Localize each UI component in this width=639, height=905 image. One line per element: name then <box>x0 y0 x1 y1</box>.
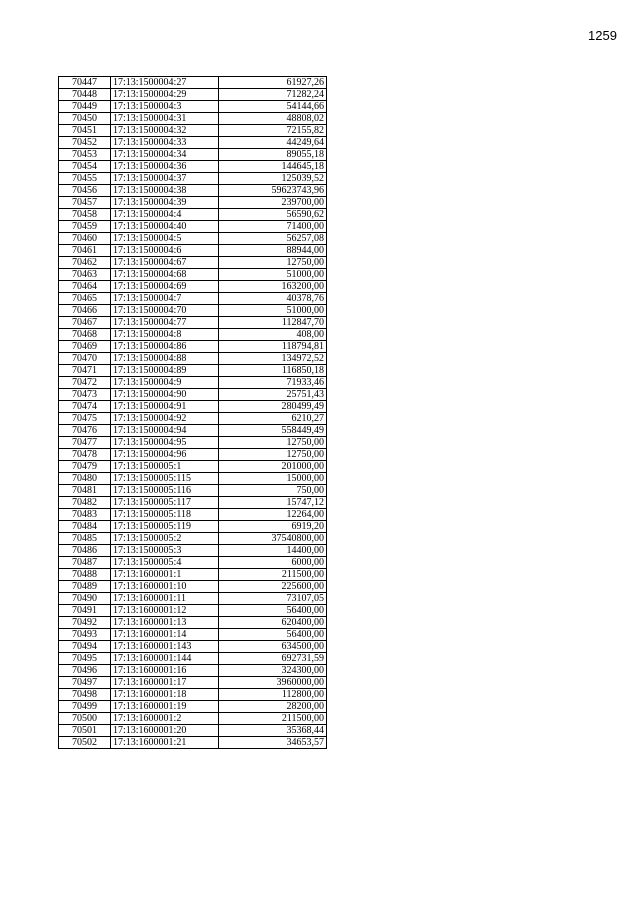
cadastral-number-cell: 17:13:1600001:12 <box>111 605 219 617</box>
row-number-cell: 70488 <box>59 569 111 581</box>
cadastral-number-cell: 17:13:1500004:89 <box>111 365 219 377</box>
row-number-cell: 70473 <box>59 389 111 401</box>
row-number-cell: 70447 <box>59 77 111 89</box>
row-number-cell: 70487 <box>59 557 111 569</box>
cadastral-number-cell: 17:13:1500004:33 <box>111 137 219 149</box>
amount-cell: 71282,24 <box>219 89 327 101</box>
records-table-body <box>59 77 327 749</box>
table-row <box>59 605 327 617</box>
cadastral-number-cell: 17:13:1600001:13 <box>111 617 219 629</box>
table-row <box>59 329 327 341</box>
table-row <box>59 593 327 605</box>
table-row <box>59 245 327 257</box>
row-number-cell: 70465 <box>59 293 111 305</box>
amount-cell: 48808,02 <box>219 113 327 125</box>
row-number-cell: 70491 <box>59 605 111 617</box>
row-number-cell: 70469 <box>59 341 111 353</box>
amount-cell: 12264,00 <box>219 509 327 521</box>
table-row <box>59 293 327 305</box>
table-row <box>59 77 327 89</box>
amount-cell: 72155,82 <box>219 125 327 137</box>
table-row <box>59 545 327 557</box>
row-number-cell: 70481 <box>59 485 111 497</box>
cadastral-number-cell: 17:13:1500005:116 <box>111 485 219 497</box>
row-number-cell: 70474 <box>59 401 111 413</box>
cadastral-number-cell: 17:13:1600001:2 <box>111 713 219 725</box>
row-number-cell: 70485 <box>59 533 111 545</box>
row-number-cell: 70450 <box>59 113 111 125</box>
amount-cell: 88944,00 <box>219 245 327 257</box>
amount-cell: 408,00 <box>219 329 327 341</box>
table-row <box>59 533 327 545</box>
table-row <box>59 437 327 449</box>
amount-cell: 14400,00 <box>219 545 327 557</box>
cadastral-number-cell: 17:13:1600001:143 <box>111 641 219 653</box>
row-number-cell: 70497 <box>59 677 111 689</box>
cadastral-number-cell: 17:13:1500004:92 <box>111 413 219 425</box>
table-row <box>59 377 327 389</box>
amount-cell: 71933,46 <box>219 377 327 389</box>
amount-cell: 144645,18 <box>219 161 327 173</box>
row-number-cell: 70480 <box>59 473 111 485</box>
amount-cell: 54144,66 <box>219 101 327 113</box>
amount-cell: 15000,00 <box>219 473 327 485</box>
table-row <box>59 521 327 533</box>
cadastral-number-cell: 17:13:1500004:77 <box>111 317 219 329</box>
row-number-cell: 70496 <box>59 665 111 677</box>
amount-cell: 225600,00 <box>219 581 327 593</box>
amount-cell: 125039,52 <box>219 173 327 185</box>
cadastral-number-cell: 17:13:1600001:17 <box>111 677 219 689</box>
row-number-cell: 70453 <box>59 149 111 161</box>
row-number-cell: 70452 <box>59 137 111 149</box>
cadastral-number-cell: 17:13:1500004:96 <box>111 449 219 461</box>
cadastral-number-cell: 17:13:1500005:118 <box>111 509 219 521</box>
cadastral-number-cell: 17:13:1500004:68 <box>111 269 219 281</box>
cadastral-number-cell: 17:13:1500004:69 <box>111 281 219 293</box>
cadastral-number-cell: 17:13:1600001:1 <box>111 569 219 581</box>
row-number-cell: 70464 <box>59 281 111 293</box>
row-number-cell: 70457 <box>59 197 111 209</box>
row-number-cell: 70492 <box>59 617 111 629</box>
amount-cell: 6210,27 <box>219 413 327 425</box>
row-number-cell: 70466 <box>59 305 111 317</box>
amount-cell: 51000,00 <box>219 269 327 281</box>
row-number-cell: 70484 <box>59 521 111 533</box>
table-row <box>59 485 327 497</box>
table-row <box>59 317 327 329</box>
cadastral-number-cell: 17:13:1500004:5 <box>111 233 219 245</box>
row-number-cell: 70470 <box>59 353 111 365</box>
table-row <box>59 617 327 629</box>
amount-cell: 118794,81 <box>219 341 327 353</box>
cadastral-number-cell: 17:13:1600001:21 <box>111 737 219 749</box>
cadastral-number-cell: 17:13:1500004:8 <box>111 329 219 341</box>
table-row <box>59 653 327 665</box>
row-number-cell: 70455 <box>59 173 111 185</box>
table-row <box>59 101 327 113</box>
cadastral-number-cell: 17:13:1500004:67 <box>111 257 219 269</box>
amount-cell: 35368,44 <box>219 725 327 737</box>
row-number-cell: 70478 <box>59 449 111 461</box>
table-row <box>59 413 327 425</box>
cadastral-number-cell: 17:13:1500004:29 <box>111 89 219 101</box>
records-table <box>58 76 327 749</box>
cadastral-number-cell: 17:13:1500005:2 <box>111 533 219 545</box>
amount-cell: 56257,08 <box>219 233 327 245</box>
amount-cell: 37540800,00 <box>219 533 327 545</box>
table-row <box>59 161 327 173</box>
row-number-cell: 70490 <box>59 593 111 605</box>
table-row <box>59 425 327 437</box>
table-row <box>59 509 327 521</box>
row-number-cell: 70494 <box>59 641 111 653</box>
amount-cell: 620400,00 <box>219 617 327 629</box>
row-number-cell: 70493 <box>59 629 111 641</box>
table-row <box>59 641 327 653</box>
table-row <box>59 713 327 725</box>
amount-cell: 12750,00 <box>219 449 327 461</box>
cadastral-number-cell: 17:13:1500004:70 <box>111 305 219 317</box>
table-row <box>59 497 327 509</box>
row-number-cell: 70495 <box>59 653 111 665</box>
amount-cell: 40378,76 <box>219 293 327 305</box>
cadastral-number-cell: 17:13:1500005:117 <box>111 497 219 509</box>
table-row <box>59 581 327 593</box>
row-number-cell: 70476 <box>59 425 111 437</box>
table-row <box>59 461 327 473</box>
row-number-cell: 70471 <box>59 365 111 377</box>
cadastral-number-cell: 17:13:1500004:7 <box>111 293 219 305</box>
amount-cell: 211500,00 <box>219 713 327 725</box>
cadastral-number-cell: 17:13:1500004:36 <box>111 161 219 173</box>
table-row <box>59 209 327 221</box>
amount-cell: 6000,00 <box>219 557 327 569</box>
cadastral-number-cell: 17:13:1600001:19 <box>111 701 219 713</box>
cadastral-number-cell: 17:13:1500004:6 <box>111 245 219 257</box>
table-row <box>59 689 327 701</box>
cadastral-number-cell: 17:13:1500004:27 <box>111 77 219 89</box>
table-row <box>59 113 327 125</box>
table-row <box>59 221 327 233</box>
cadastral-number-cell: 17:13:1500005:3 <box>111 545 219 557</box>
row-number-cell: 70459 <box>59 221 111 233</box>
table-row <box>59 701 327 713</box>
amount-cell: 56400,00 <box>219 605 327 617</box>
amount-cell: 61927,26 <box>219 77 327 89</box>
cadastral-number-cell: 17:13:1500004:9 <box>111 377 219 389</box>
cadastral-number-cell: 17:13:1600001:16 <box>111 665 219 677</box>
cadastral-number-cell: 17:13:1500004:95 <box>111 437 219 449</box>
cadastral-number-cell: 17:13:1500004:88 <box>111 353 219 365</box>
table-row <box>59 737 327 749</box>
table-row <box>59 257 327 269</box>
row-number-cell: 70502 <box>59 737 111 749</box>
row-number-cell: 70500 <box>59 713 111 725</box>
table-row <box>59 557 327 569</box>
amount-cell: 59623743,96 <box>219 185 327 197</box>
table-row <box>59 389 327 401</box>
table-row <box>59 449 327 461</box>
table-row <box>59 233 327 245</box>
cadastral-number-cell: 17:13:1500004:4 <box>111 209 219 221</box>
row-number-cell: 70482 <box>59 497 111 509</box>
page-number: 1259 <box>588 28 617 43</box>
amount-cell: 112847,70 <box>219 317 327 329</box>
amount-cell: 116850,18 <box>219 365 327 377</box>
table-row <box>59 89 327 101</box>
table-row <box>59 173 327 185</box>
cadastral-number-cell: 17:13:1600001:144 <box>111 653 219 665</box>
amount-cell: 34653,57 <box>219 737 327 749</box>
row-number-cell: 70477 <box>59 437 111 449</box>
row-number-cell: 70499 <box>59 701 111 713</box>
amount-cell: 112800,00 <box>219 689 327 701</box>
cadastral-number-cell: 17:13:1500004:86 <box>111 341 219 353</box>
row-number-cell: 70451 <box>59 125 111 137</box>
table-row <box>59 185 327 197</box>
row-number-cell: 70462 <box>59 257 111 269</box>
amount-cell: 56400,00 <box>219 629 327 641</box>
amount-cell: 134972,52 <box>219 353 327 365</box>
table-row <box>59 305 327 317</box>
amount-cell: 28200,00 <box>219 701 327 713</box>
cadastral-number-cell: 17:13:1500004:38 <box>111 185 219 197</box>
cadastral-number-cell: 17:13:1600001:11 <box>111 593 219 605</box>
amount-cell: 89055,18 <box>219 149 327 161</box>
amount-cell: 324300,00 <box>219 665 327 677</box>
row-number-cell: 70479 <box>59 461 111 473</box>
amount-cell: 12750,00 <box>219 437 327 449</box>
table-row <box>59 677 327 689</box>
cadastral-number-cell: 17:13:1600001:10 <box>111 581 219 593</box>
row-number-cell: 70463 <box>59 269 111 281</box>
cadastral-number-cell: 17:13:1500005:119 <box>111 521 219 533</box>
table-row <box>59 137 327 149</box>
amount-cell: 280499,49 <box>219 401 327 413</box>
row-number-cell: 70468 <box>59 329 111 341</box>
amount-cell: 750,00 <box>219 485 327 497</box>
amount-cell: 634500,00 <box>219 641 327 653</box>
amount-cell: 163200,00 <box>219 281 327 293</box>
amount-cell: 25751,43 <box>219 389 327 401</box>
amount-cell: 6919,20 <box>219 521 327 533</box>
table-row <box>59 149 327 161</box>
row-number-cell: 70475 <box>59 413 111 425</box>
cadastral-number-cell: 17:13:1500004:40 <box>111 221 219 233</box>
cadastral-number-cell: 17:13:1500004:32 <box>111 125 219 137</box>
table-row <box>59 665 327 677</box>
row-number-cell: 70472 <box>59 377 111 389</box>
table-row <box>59 125 327 137</box>
row-number-cell: 70460 <box>59 233 111 245</box>
row-number-cell: 70448 <box>59 89 111 101</box>
amount-cell: 56590,62 <box>219 209 327 221</box>
amount-cell: 201000,00 <box>219 461 327 473</box>
table-row <box>59 473 327 485</box>
row-number-cell: 70449 <box>59 101 111 113</box>
cadastral-number-cell: 17:13:1500004:37 <box>111 173 219 185</box>
table-row <box>59 353 327 365</box>
table-row <box>59 569 327 581</box>
amount-cell: 3960000,00 <box>219 677 327 689</box>
amount-cell: 211500,00 <box>219 569 327 581</box>
amount-cell: 558449,49 <box>219 425 327 437</box>
row-number-cell: 70454 <box>59 161 111 173</box>
cadastral-number-cell: 17:13:1500004:91 <box>111 401 219 413</box>
cadastral-number-cell: 17:13:1600001:18 <box>111 689 219 701</box>
amount-cell: 44249,64 <box>219 137 327 149</box>
table-row <box>59 281 327 293</box>
cadastral-number-cell: 17:13:1500005:4 <box>111 557 219 569</box>
table-row <box>59 725 327 737</box>
amount-cell: 239700,00 <box>219 197 327 209</box>
amount-cell: 51000,00 <box>219 305 327 317</box>
table-row <box>59 365 327 377</box>
row-number-cell: 70456 <box>59 185 111 197</box>
amount-cell: 15747,12 <box>219 497 327 509</box>
cadastral-number-cell: 17:13:1500004:39 <box>111 197 219 209</box>
amount-cell: 692731,59 <box>219 653 327 665</box>
cadastral-number-cell: 17:13:1500004:90 <box>111 389 219 401</box>
table-row <box>59 629 327 641</box>
row-number-cell: 70486 <box>59 545 111 557</box>
table-row <box>59 197 327 209</box>
amount-cell: 12750,00 <box>219 257 327 269</box>
cadastral-number-cell: 17:13:1500005:115 <box>111 473 219 485</box>
row-number-cell: 70483 <box>59 509 111 521</box>
cadastral-number-cell: 17:13:1500004:94 <box>111 425 219 437</box>
cadastral-number-cell: 17:13:1500004:3 <box>111 101 219 113</box>
table-row <box>59 401 327 413</box>
table-row <box>59 341 327 353</box>
row-number-cell: 70461 <box>59 245 111 257</box>
cadastral-number-cell: 17:13:1500004:34 <box>111 149 219 161</box>
table-row <box>59 269 327 281</box>
row-number-cell: 70498 <box>59 689 111 701</box>
amount-cell: 71400,00 <box>219 221 327 233</box>
cadastral-number-cell: 17:13:1600001:20 <box>111 725 219 737</box>
amount-cell: 73107,05 <box>219 593 327 605</box>
row-number-cell: 70458 <box>59 209 111 221</box>
cadastral-number-cell: 17:13:1500004:31 <box>111 113 219 125</box>
row-number-cell: 70489 <box>59 581 111 593</box>
row-number-cell: 70467 <box>59 317 111 329</box>
row-number-cell: 70501 <box>59 725 111 737</box>
cadastral-number-cell: 17:13:1500005:1 <box>111 461 219 473</box>
cadastral-number-cell: 17:13:1600001:14 <box>111 629 219 641</box>
